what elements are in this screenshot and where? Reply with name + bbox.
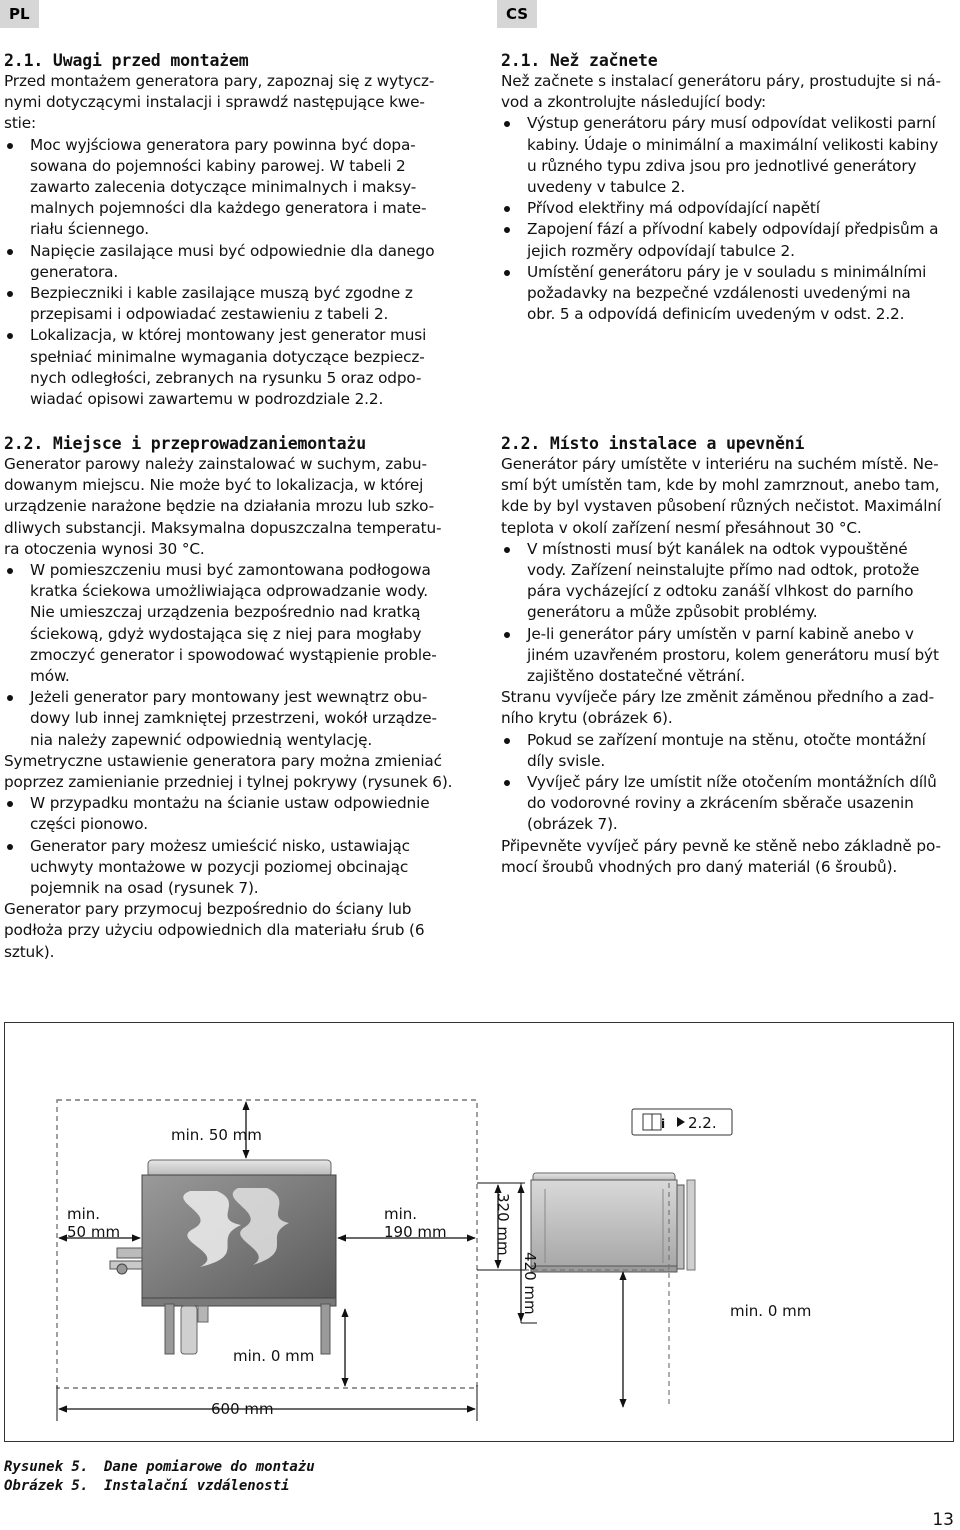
paragraph [4, 71, 459, 135]
label-top: min. 50 mm [171, 1126, 262, 1144]
section-heading: 2.1. Uwagi przed montażem [4, 51, 249, 70]
label-left-1: min. [67, 1205, 101, 1223]
text-line: Generátor páry umístěte v interiéru na suchém místě. Ne- [501, 455, 939, 473]
caption-number: Obrázek 5. [4, 1478, 89, 1494]
text-line: Umístění generátoru páry je v souladu s minimálními [527, 262, 927, 281]
bullet-icon [7, 333, 13, 339]
text-line: malnych pojemności dla każdego generatora i mate- [30, 199, 427, 218]
text-line: nia należy zapewnić odpowiednią wentylację. [30, 730, 373, 749]
bullet-item [4, 560, 459, 687]
text-line: kratka ściekowa umożliwiająca odprowadzanie wody. [30, 582, 428, 601]
text-line: generatora. [30, 262, 119, 281]
section-heading: 2.2. Místo instalace a upevnění [501, 434, 805, 453]
caption-text: Instalační vzdálenosti [104, 1478, 290, 1494]
text-line: riału ściennego. [30, 220, 149, 239]
text-line: dowanym miejscu. Nie może być to lokalizacja, w której [4, 476, 424, 495]
language-code: PL [9, 5, 30, 23]
text-line: W pomieszczeniu musi być zamontowana podłogowa [30, 561, 431, 580]
bullet-icon [7, 568, 13, 574]
bullet-icon [7, 844, 13, 850]
bullet-icon [504, 270, 510, 276]
reference-box [632, 1109, 732, 1135]
text-line: uchwyty montażowe w pozycji poziomej obcinając [30, 857, 409, 876]
text-line: mocí šroubů vhodných pro daný materiál (6 šroubů). [501, 857, 898, 876]
text-line: obr. 5 a odpovídá definicím uvedeným v odst. 2.2. [527, 305, 905, 324]
text-line: dliwych substancji. Maksymalna dopuszczalna temperatu- [4, 518, 442, 537]
label-height-1: 320 mm [494, 1193, 512, 1256]
label-left-2: 50 mm [67, 1223, 121, 1241]
installation-diagram [5, 1023, 953, 1441]
caption-cs [4, 1477, 315, 1496]
text-line: urządzenie narażone będzie na działania mrozu lub szko- [4, 497, 434, 516]
text-line: vody. Zařízení neinstalujte přímo nad odtok, protože [527, 561, 920, 580]
bullet-icon [504, 780, 510, 786]
bullet-item [4, 325, 459, 410]
text-line: Generator pary przymocuj bezpośrednio do ściany lub [4, 900, 412, 919]
text-line: Vyvíječ páry lze umístit níže otočením montážních dílů [527, 773, 937, 792]
bullet-icon [504, 738, 510, 744]
caption-number: Rysunek 5. [4, 1459, 89, 1475]
bullet-list [501, 539, 956, 687]
text-line: do vodorovné roviny a zkrácením sběrače usazenin [527, 794, 914, 813]
info-icon: i [661, 1117, 666, 1131]
text-line: kde by byl vystaven působení různých nečistot. Maximální [501, 497, 941, 516]
cs-section-2-1 [501, 50, 956, 325]
text-line: nymi dotyczącymi instalacji i sprawdź następujące kwe- [4, 93, 425, 112]
bullet-list [4, 793, 459, 899]
bullet-item [4, 836, 459, 900]
text-line: vod a zkontrolujte následující body: [501, 93, 766, 112]
text-line: wiadać opisowi zawartemu w podrozdziale 2.2. [30, 390, 384, 409]
paragraph [501, 687, 956, 729]
text-line: Lokalizacja, w której montowany jest generator musi [30, 326, 427, 345]
pl-section-2-1 [4, 50, 459, 410]
bullet-item [4, 793, 459, 835]
bullet-list [501, 113, 956, 325]
text-line: poprzez zamienianie przedniej i tylnej pokrywy (rysunek 6). [4, 773, 453, 792]
language-code: CS [506, 5, 529, 23]
bullet-icon [7, 249, 13, 255]
language-tab-cs [497, 0, 537, 28]
text-line: Výstup generátoru páry musí odpovídat velikosti parní [527, 114, 936, 133]
section-heading: 2.2. Miejsce i przeprowadzaniemontażu [4, 434, 367, 453]
text-line: Napięcie zasilające musi być odpowiednie dla danego [30, 241, 435, 260]
text-line: stie: [4, 114, 37, 133]
text-line: podłoża przy użyciu odpowiednich dla materiału śrub (6 [4, 921, 425, 940]
cs-section-2-2 [501, 433, 956, 878]
text-line: pára vycházející z odtoku zanáší vlhkost do parního [527, 582, 914, 601]
text-line: części pionowo. [30, 815, 148, 834]
bullet-item [501, 539, 956, 624]
paragraph [4, 751, 459, 793]
bullet-item [501, 624, 956, 688]
text-line: požadavky na bezpečné vzdálenosti uvedenými na [527, 284, 911, 303]
text-line: sztuk). [4, 942, 55, 961]
paragraph [501, 454, 956, 539]
steam-generator-front [110, 1160, 336, 1354]
caption-text: Dane pomiarowe do montażu [104, 1459, 315, 1475]
bullet-list [4, 560, 459, 751]
bullet-icon [7, 143, 13, 149]
text-line: Generator pary możesz umieścić nisko, ustawiając [30, 836, 410, 855]
paragraph [4, 454, 459, 560]
text-line: sowana do pojemności kabiny parowej. W tabeli 2 [30, 156, 406, 175]
text-line: Pokud se zařízení montuje na stěnu, otočte montážní [527, 730, 926, 749]
label-height-2: 420 mm [521, 1252, 539, 1315]
text-line: Bezpieczniki i kable zasilające muszą być zgodne z [30, 284, 413, 303]
label-side-bottom: min. 0 mm [730, 1302, 812, 1320]
text-line: generátoru a může způsobit problémy. [527, 603, 818, 622]
text-line: Zapojení fází a přívodní kabely odpovídají předpisům a [527, 220, 939, 239]
text-line: Jeżeli generator pary montowany jest wewnątrz obu- [30, 688, 428, 707]
figure-captions [4, 1458, 315, 1496]
steam-generator-side [531, 1173, 695, 1272]
text-line: ściekową, gdyż wydostająca się z niej para mogłaby [30, 624, 422, 643]
text-line: Generator parowy należy zainstalować w suchym, zabu- [4, 455, 427, 473]
text-line: ra otoczenia wynosi 30 °C. [4, 539, 205, 558]
bullet-icon [504, 121, 510, 127]
text-line: díly svisle. [527, 751, 606, 770]
text-line: Než začnete s instalací generátoru páry, prostudujte si ná- [501, 72, 941, 90]
paragraph [4, 899, 459, 963]
text-line: Přívod elektřiny má odpovídající napětí [527, 199, 820, 218]
text-line: przepisami i odpowiadać zestawieniu z tabeli 2. [30, 305, 389, 324]
text-line: (obrázek 7). [527, 815, 618, 834]
page-number: 13 [932, 1510, 954, 1530]
bullet-list [4, 135, 459, 411]
bullet-item [501, 772, 956, 836]
bullet-icon [504, 206, 510, 212]
bullet-item [501, 113, 956, 198]
text-line: W przypadku montażu na ścianie ustaw odpowiednie [30, 794, 430, 813]
label-width: 600 mm [211, 1400, 274, 1418]
bullet-icon [7, 695, 13, 701]
paragraph [501, 836, 956, 878]
text-line: ního krytu (obrázek 6). [501, 709, 673, 728]
text-line: zmoczyć generator i spowodować wystąpienie proble- [30, 645, 437, 664]
paragraph [501, 71, 956, 113]
language-tab-pl [0, 0, 39, 28]
section-heading: 2.1. Než začnete [501, 51, 658, 70]
text-line: V místnosti musí být kanálek na odtok vypouštěné [527, 539, 908, 558]
caption-pl [4, 1458, 315, 1477]
text-line: Stranu vyvíječe páry lze změnit záměnou předního a zad- [501, 688, 934, 707]
text-line: Nie umieszczaj urządzenia bezpośrednio nad kratką [30, 603, 421, 622]
bullet-list [501, 730, 956, 836]
installation-figure [4, 1022, 954, 1442]
bullet-icon [7, 801, 13, 807]
text-line: u různého typu zdiva jsou pro jednotlivé generátory [527, 156, 917, 175]
bullet-item [501, 730, 956, 772]
text-line: uvedeny v tabulce 2. [527, 178, 686, 197]
bullet-item [4, 687, 459, 751]
text-line: Je-li generátor páry umístěn v parní kabině anebo v [527, 624, 914, 643]
bullet-icon [504, 547, 510, 553]
text-line: dowy lub innej zamkniętej przestrzeni, wokół urządze- [30, 709, 437, 728]
label-reference: 2.2. [688, 1114, 717, 1132]
bullet-item [501, 198, 956, 219]
bullet-icon [7, 291, 13, 297]
text-line: Připevněte vyvíječ páry pevně ke stěně nebo základně po- [501, 836, 941, 855]
bullet-item [4, 241, 459, 283]
text-line: smí být umístěn tam, kde by mohl zamrznout, anebo tam, [501, 476, 940, 495]
text-line: kabiny. Údaje o minimální a maximální velikosti kabiny [527, 135, 939, 154]
text-line: mów. [30, 667, 70, 686]
label-right-2: 190 mm [384, 1223, 447, 1241]
text-line: pojemnik na osad (rysunek 7). [30, 879, 259, 898]
bullet-item [501, 219, 956, 261]
text-line: jejich rozměry odpovídají tabulce 2. [527, 241, 795, 260]
label-bottom: min. 0 mm [233, 1347, 315, 1365]
bullet-item [4, 283, 459, 325]
bullet-icon [504, 632, 510, 638]
bullet-item [4, 135, 459, 241]
pl-section-2-2 [4, 433, 459, 963]
text-line: jiném uzavřeném prostoru, kolem generátoru musí být [527, 645, 939, 664]
text-line: zajištěno dostatečné větrání. [527, 667, 745, 686]
text-line: teplota v okolí zařízení nesmí přesáhnout 30 °C. [501, 518, 862, 537]
text-line: zawarto zalecenia dotyczące minimalnych i maksy- [30, 178, 417, 197]
text-line: nych odległości, zebranych na rysunku 5 oraz odpo- [30, 368, 422, 387]
bullet-icon [504, 227, 510, 233]
text-line: Symetryczne ustawienie generatora pary można zmieniać [4, 751, 442, 770]
text-line: Przed montażem generatora pary, zapoznaj się z wytycz- [4, 72, 435, 90]
label-right-1: min. [384, 1205, 418, 1223]
text-line: Moc wyjściowa generatora pary powinna być dopa- [30, 135, 416, 154]
bullet-item [501, 262, 956, 326]
text-line: spełniać minimalne wymagania dotyczące bezpiecz- [30, 347, 425, 366]
